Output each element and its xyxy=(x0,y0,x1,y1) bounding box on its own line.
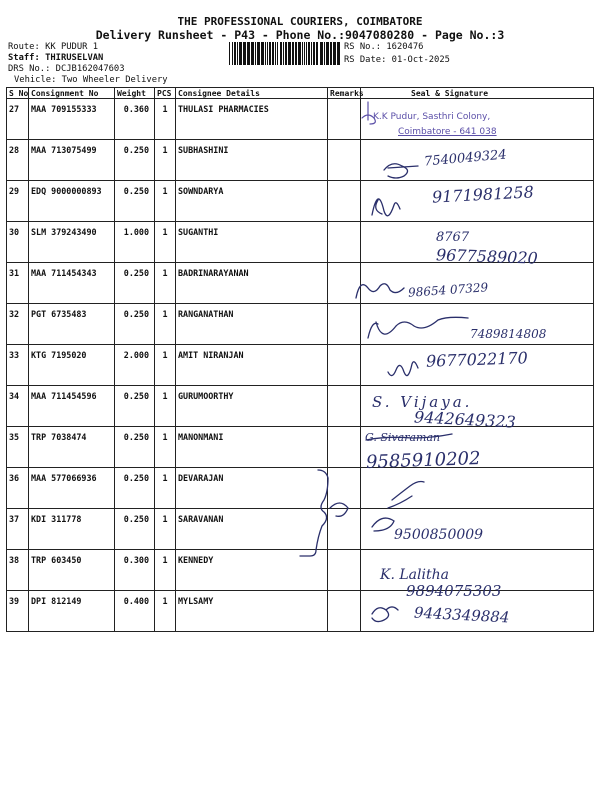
cell-consignment-no: MAA 711454596 xyxy=(29,386,115,427)
cell-consignee: DEVARAJAN xyxy=(176,468,328,509)
stamp-address-line1: K.K Pudur, Sasthri Colony, xyxy=(373,112,491,122)
col-header-consignee: Consignee Details xyxy=(176,88,328,99)
cell-sno: 38 xyxy=(7,550,29,591)
vehicle-label: Vehicle: Two Wheeler Delivery xyxy=(14,75,168,85)
handwritten-phone: 9894075303 xyxy=(406,582,502,600)
cell-pcs: 1 xyxy=(155,99,176,140)
cell-weight: 1.000 xyxy=(115,222,155,263)
rs-date: RS Date: 01-Oct-2025 xyxy=(344,55,450,65)
cell-weight: 0.250 xyxy=(115,263,155,304)
cell-sno: 37 xyxy=(7,509,29,550)
col-header-weight: Weight xyxy=(115,88,155,99)
cell-consignee: BADRINARAYANAN xyxy=(176,263,328,304)
handwritten-phone: 9442649323 xyxy=(413,407,517,432)
cell-consignment-no: PGT 6735483 xyxy=(29,304,115,345)
handwritten-phone: 9171981258 xyxy=(431,182,535,207)
handwritten-phone: 9443349884 xyxy=(413,603,510,627)
cell-sno: 31 xyxy=(7,263,29,304)
col-header-sno: S No xyxy=(7,88,29,99)
cell-consignment-no: MAA 577066936 xyxy=(29,468,115,509)
col-header-consignment: Consignment No xyxy=(29,88,115,99)
handwritten-phone: 9677022170 xyxy=(425,348,529,371)
cell-sno: 29 xyxy=(7,181,29,222)
handwritten-phone: 9585910202 xyxy=(365,448,481,473)
cell-consignee: MANONMANI xyxy=(176,427,328,468)
cell-consignee: GURUMOORTHY xyxy=(176,386,328,427)
cell-sno: 27 xyxy=(7,99,29,140)
cell-consignment-no: MAA 713075499 xyxy=(29,140,115,181)
cell-weight: 0.250 xyxy=(115,509,155,550)
cell-consignment-no: DPI 812149 xyxy=(29,591,115,632)
cell-consignment-no: SLM 379243490 xyxy=(29,222,115,263)
col-header-signature: Seal & Signature xyxy=(361,88,594,99)
cell-consignment-no: MAA 709155333 xyxy=(29,99,115,140)
cell-weight: 0.360 xyxy=(115,99,155,140)
handwritten-name: K. Lalitha xyxy=(380,567,449,583)
rs-number: RS No.: 1620476 xyxy=(344,42,424,52)
handwritten-phone: 98654 07329 xyxy=(407,280,489,300)
cell-weight: 0.250 xyxy=(115,181,155,222)
cell-weight: 2.000 xyxy=(115,345,155,386)
handwritten-note: 8767 xyxy=(436,230,470,245)
cell-consignee: SARAVANAN xyxy=(176,509,328,550)
handwritten-phone: 9500850009 xyxy=(394,527,484,543)
drs-number: DRS No.: DCJB162047603 xyxy=(8,64,125,74)
cell-consignment-no: TRP 7038474 xyxy=(29,427,115,468)
cell-sno: 30 xyxy=(7,222,29,263)
cell-consignment-no: KTG 7195020 xyxy=(29,345,115,386)
cell-consignment-no: TRP 603450 xyxy=(29,550,115,591)
cell-weight: 0.250 xyxy=(115,386,155,427)
cell-consignment-no: MAA 711454343 xyxy=(29,263,115,304)
handwritten-phone: 7489814808 xyxy=(470,327,547,341)
cell-sno: 32 xyxy=(7,304,29,345)
cell-pcs: 1 xyxy=(155,427,176,468)
cell-consignee: SUBHASHINI xyxy=(176,140,328,181)
cell-sno: 35 xyxy=(7,427,29,468)
route-label: Route: KK PUDUR 1 xyxy=(8,42,99,52)
cell-pcs: 1 xyxy=(155,591,176,632)
cell-pcs: 1 xyxy=(155,509,176,550)
cell-pcs: 1 xyxy=(155,140,176,181)
document-subtitle: Delivery Runsheet - P43 - Phone No.:9047080280 - Page No.:3 xyxy=(95,28,505,42)
cell-consignee: RANGANATHAN xyxy=(176,304,328,345)
cell-pcs: 1 xyxy=(155,386,176,427)
cell-weight: 0.250 xyxy=(115,468,155,509)
cell-pcs: 1 xyxy=(155,222,176,263)
cell-consignee: KENNEDY xyxy=(176,550,328,591)
col-header-pcs: PCS xyxy=(155,88,176,99)
cell-sno: 33 xyxy=(7,345,29,386)
cell-weight: 0.300 xyxy=(115,550,155,591)
staff-label: Staff: THIRUSELVAN xyxy=(8,53,104,63)
cell-consignee: SUGANTHI xyxy=(176,222,328,263)
document-title: THE PROFESSIONAL COURIERS, COIMBATORE xyxy=(177,15,423,28)
cell-pcs: 1 xyxy=(155,345,176,386)
handwritten-name: S. Vijaya. xyxy=(372,393,473,411)
cell-sno: 34 xyxy=(7,386,29,427)
cell-pcs: 1 xyxy=(155,181,176,222)
handwritten-phone: 9677589020 xyxy=(435,245,539,268)
cell-consignee: THULASI PHARMACIES xyxy=(176,99,328,140)
handwritten-name: G. Sivaraman xyxy=(365,431,441,444)
stamp-address-line2: Coimbatore - 641 038 xyxy=(398,127,497,137)
cell-weight: 0.250 xyxy=(115,140,155,181)
cell-pcs: 1 xyxy=(155,304,176,345)
cell-pcs: 1 xyxy=(155,468,176,509)
cell-consignee: MYLSAMY xyxy=(176,591,328,632)
cell-consignment-no: KDI 311778 xyxy=(29,509,115,550)
cell-sno: 28 xyxy=(7,140,29,181)
cell-pcs: 1 xyxy=(155,550,176,591)
cell-weight: 0.250 xyxy=(115,427,155,468)
cell-weight: 0.250 xyxy=(115,304,155,345)
cell-sno: 39 xyxy=(7,591,29,632)
cell-weight: 0.400 xyxy=(115,591,155,632)
col-header-remarks: Remarks xyxy=(328,88,361,99)
cell-consignee: AMIT NIRANJAN xyxy=(176,345,328,386)
cell-sno: 36 xyxy=(7,468,29,509)
cell-pcs: 1 xyxy=(155,263,176,304)
handwritten-phone: 7540049324 xyxy=(423,147,508,170)
cell-consignment-no: EDQ 9000000893 xyxy=(29,181,115,222)
cell-consignee: SOWNDARYA xyxy=(176,181,328,222)
